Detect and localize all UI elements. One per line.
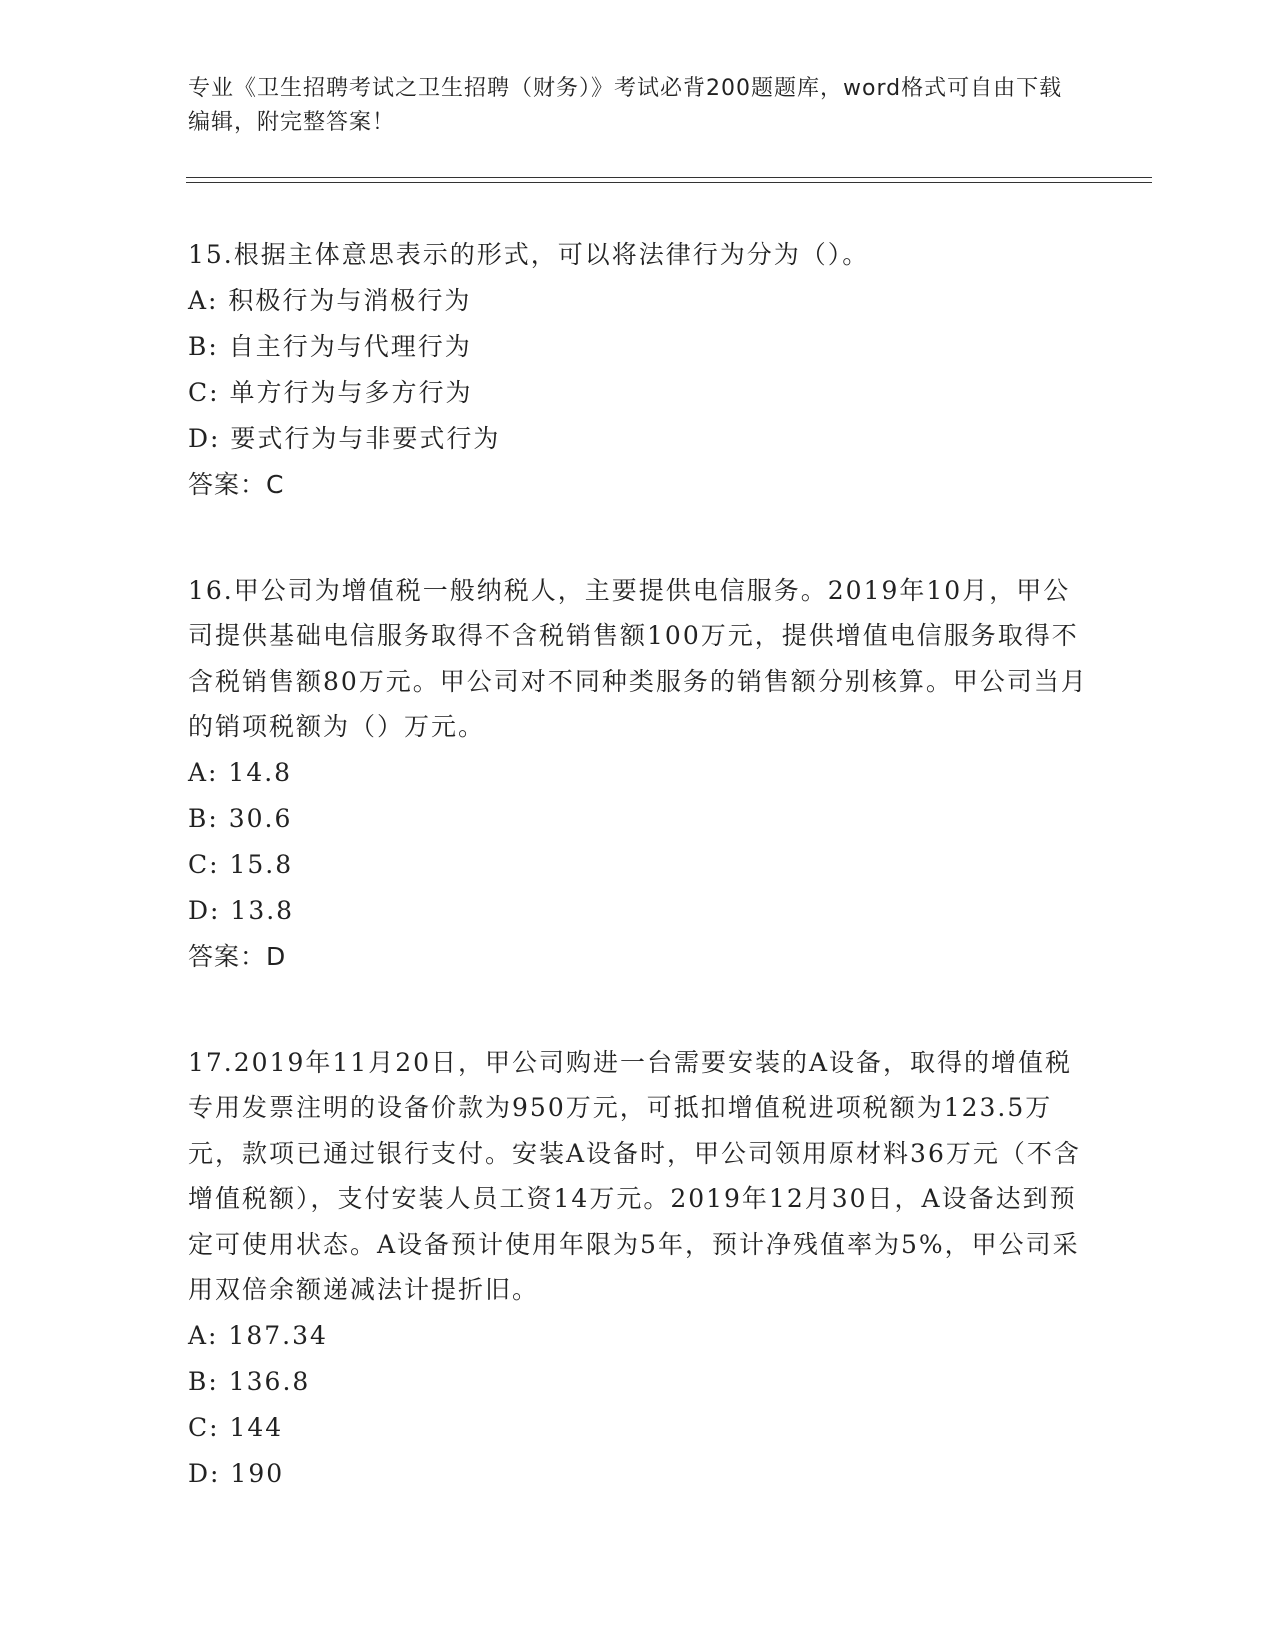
header-divider-bottom — [186, 182, 1152, 183]
question-text: 17.2019年11月20日，甲公司购进一台需要安装的A设备，取得的增值税专用发票注明的设备价款为950万元，可抵扣增值税进项税额为123.5万元，款项已通过银行支付。安装A设备时，甲公司领用原材料36万元（不含增值税额），支付安装人员工资14万元。2019年12月30日，A设备达到预定可使用状态。A设备预计使用年限为5年，预计净残值率为5%，甲公司采用双倍余额递减法计提折旧。 — [188, 1047, 1081, 1304]
answer-label: 答案：D — [188, 941, 287, 971]
question-list — [188, 232, 1088, 1497]
option-b: B: 136.8 — [188, 1366, 311, 1396]
question-16 — [188, 568, 1088, 980]
question-text: 15.根据主体意思表示的形式，可以将法律行为分为（）。 — [188, 240, 870, 269]
document-header: 专业《卫生招聘考试之卫生招聘（财务）》考试必背200题题库，word格式可自由下载编辑，附完整答案！ — [188, 76, 1063, 135]
question-17 — [188, 1040, 1088, 1497]
question-text: 16.甲公司为增值税一般纳税人，主要提供电信服务。2019年10月，甲公司提供基础电信服务取得不含税销售额100万元，提供增值电信服务取得不含税销售额80万元。甲公司对不同种类服务的销售额分别核算。甲公司当月的销项税额为（）万元。 — [188, 575, 1088, 741]
option-a: A: 187.34 — [188, 1320, 328, 1350]
option-c: C: 单方行为与多方行为 — [188, 377, 473, 407]
option-d: D: 要式行为与非要式行为 — [188, 423, 501, 453]
header-divider-top — [186, 177, 1152, 178]
option-a: A: 14.8 — [188, 757, 293, 787]
option-c: C: 144 — [188, 1412, 284, 1442]
option-b: B: 自主行为与代理行为 — [188, 331, 472, 361]
question-15 — [188, 232, 1088, 508]
answer-label: 答案：C — [188, 469, 285, 499]
option-c: C: 15.8 — [188, 849, 294, 879]
option-d: D: 190 — [188, 1458, 285, 1488]
option-d: D: 13.8 — [188, 895, 295, 925]
option-b: B: 30.6 — [188, 803, 293, 833]
option-a: A: 积极行为与消极行为 — [188, 285, 472, 315]
